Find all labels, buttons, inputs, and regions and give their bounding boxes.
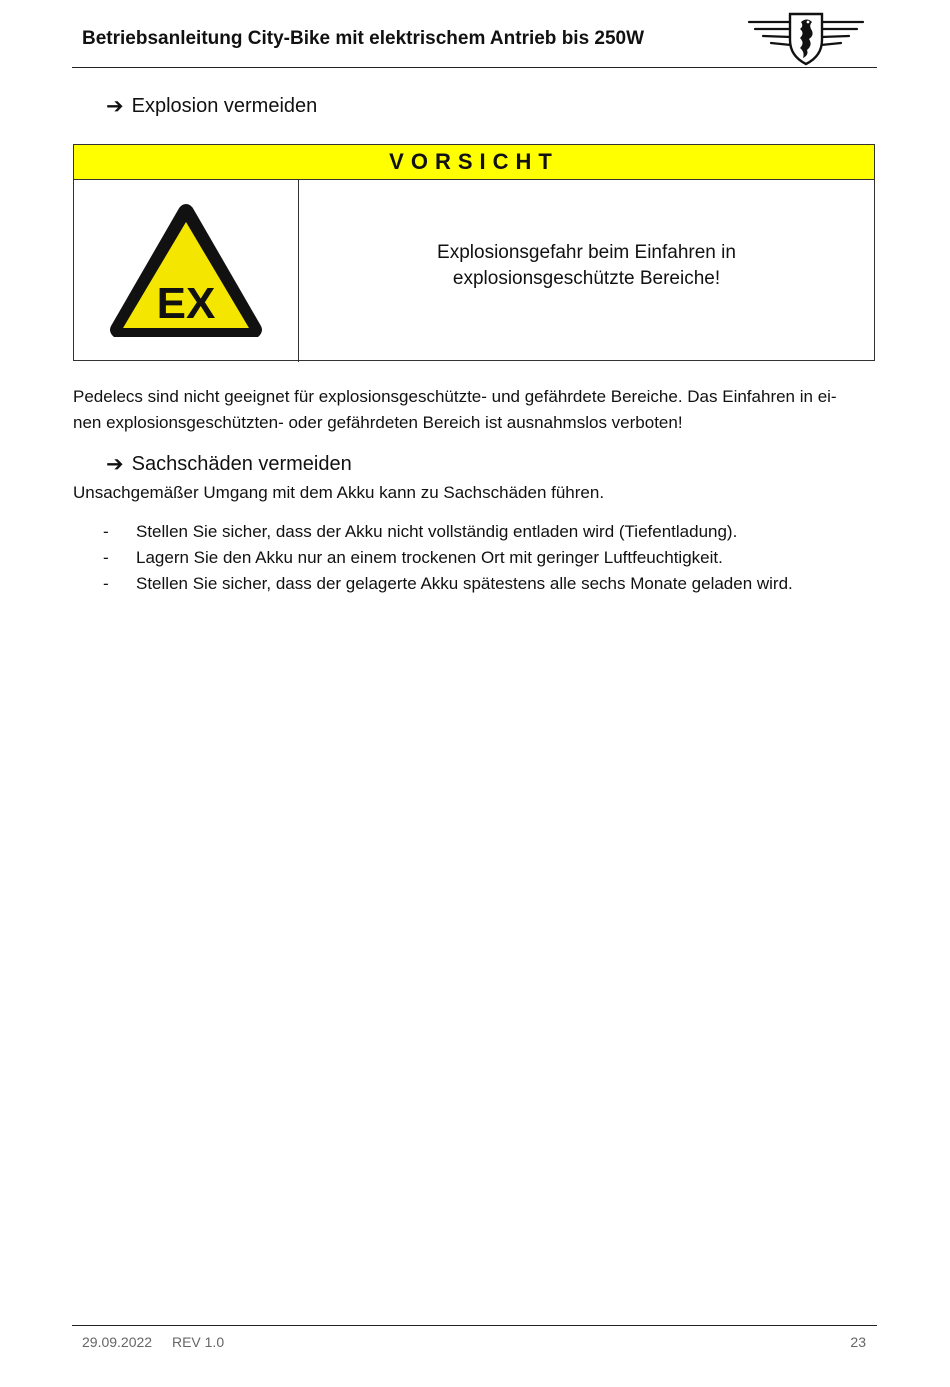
list-dash: - [103,548,109,567]
paragraph-line-2: nen explosionsgeschützten- oder gefährdeten Bereich ist ausnahmslos verboten! [73,413,683,432]
explosion-warning-icon [106,200,266,342]
list-item [73,545,873,571]
page-number: 23 [850,1334,866,1350]
footer-date: 29.09.2022 [82,1334,153,1350]
list-item [73,519,873,545]
list-dash: - [103,522,109,541]
list-item [73,571,873,597]
caution-message [299,180,874,362]
section-heading-damage [106,452,352,477]
explosion-warning-label: EX [156,279,216,328]
footer-divider [72,1325,877,1326]
explosion-paragraph [73,384,873,436]
list-item-text: Lagern Sie den Akku nur an einem trockenen Ort mit geringer Luftfeuchtigkeit. [136,548,723,567]
section-heading-explosion [106,94,317,119]
winged-lion-logo-icon [745,8,867,66]
header-divider [72,67,877,68]
list-dash: - [103,574,109,593]
bullet-list [73,519,873,597]
caution-body [74,180,874,362]
caution-message-line-1: Explosionsgefahr beim Einfahren in [437,242,736,263]
paragraph-line-1: Pedelecs sind nicht geeignet für explosionsgeschützte- und gefährdete Bereiche. Das Einfahren in ei- [73,387,837,406]
footer-revision: REV 1.0 [171,1334,225,1350]
footer-meta [82,1334,224,1350]
list-item-text: Stellen Sie sicher, dass der Akku nicht vollständig entladen wird (Tiefentladung). [136,522,738,541]
section-heading-label: Explosion vermeiden [131,95,318,117]
damage-intro: Unsachgemäßer Umgang mit dem Akku kann zu Sachschäden führen. [73,483,605,502]
arrow-right-icon: ➔ [106,95,124,118]
section-heading-label: Sachschäden vermeiden [131,453,352,475]
caution-box [73,144,875,361]
arrow-right-icon: ➔ [106,453,124,476]
caution-message-line-2: explosionsgeschützte Bereiche! [452,268,721,289]
list-item-text: Stellen Sie sicher, dass der gelagerte Akku spätestens alle sechs Monate geladen wird. [136,574,793,593]
document-title: Betriebsanleitung City-Bike mit elektrischem Antrieb bis 250W [82,28,645,49]
caution-title: VORSICHT [74,145,874,180]
caution-icon-cell [74,180,299,362]
